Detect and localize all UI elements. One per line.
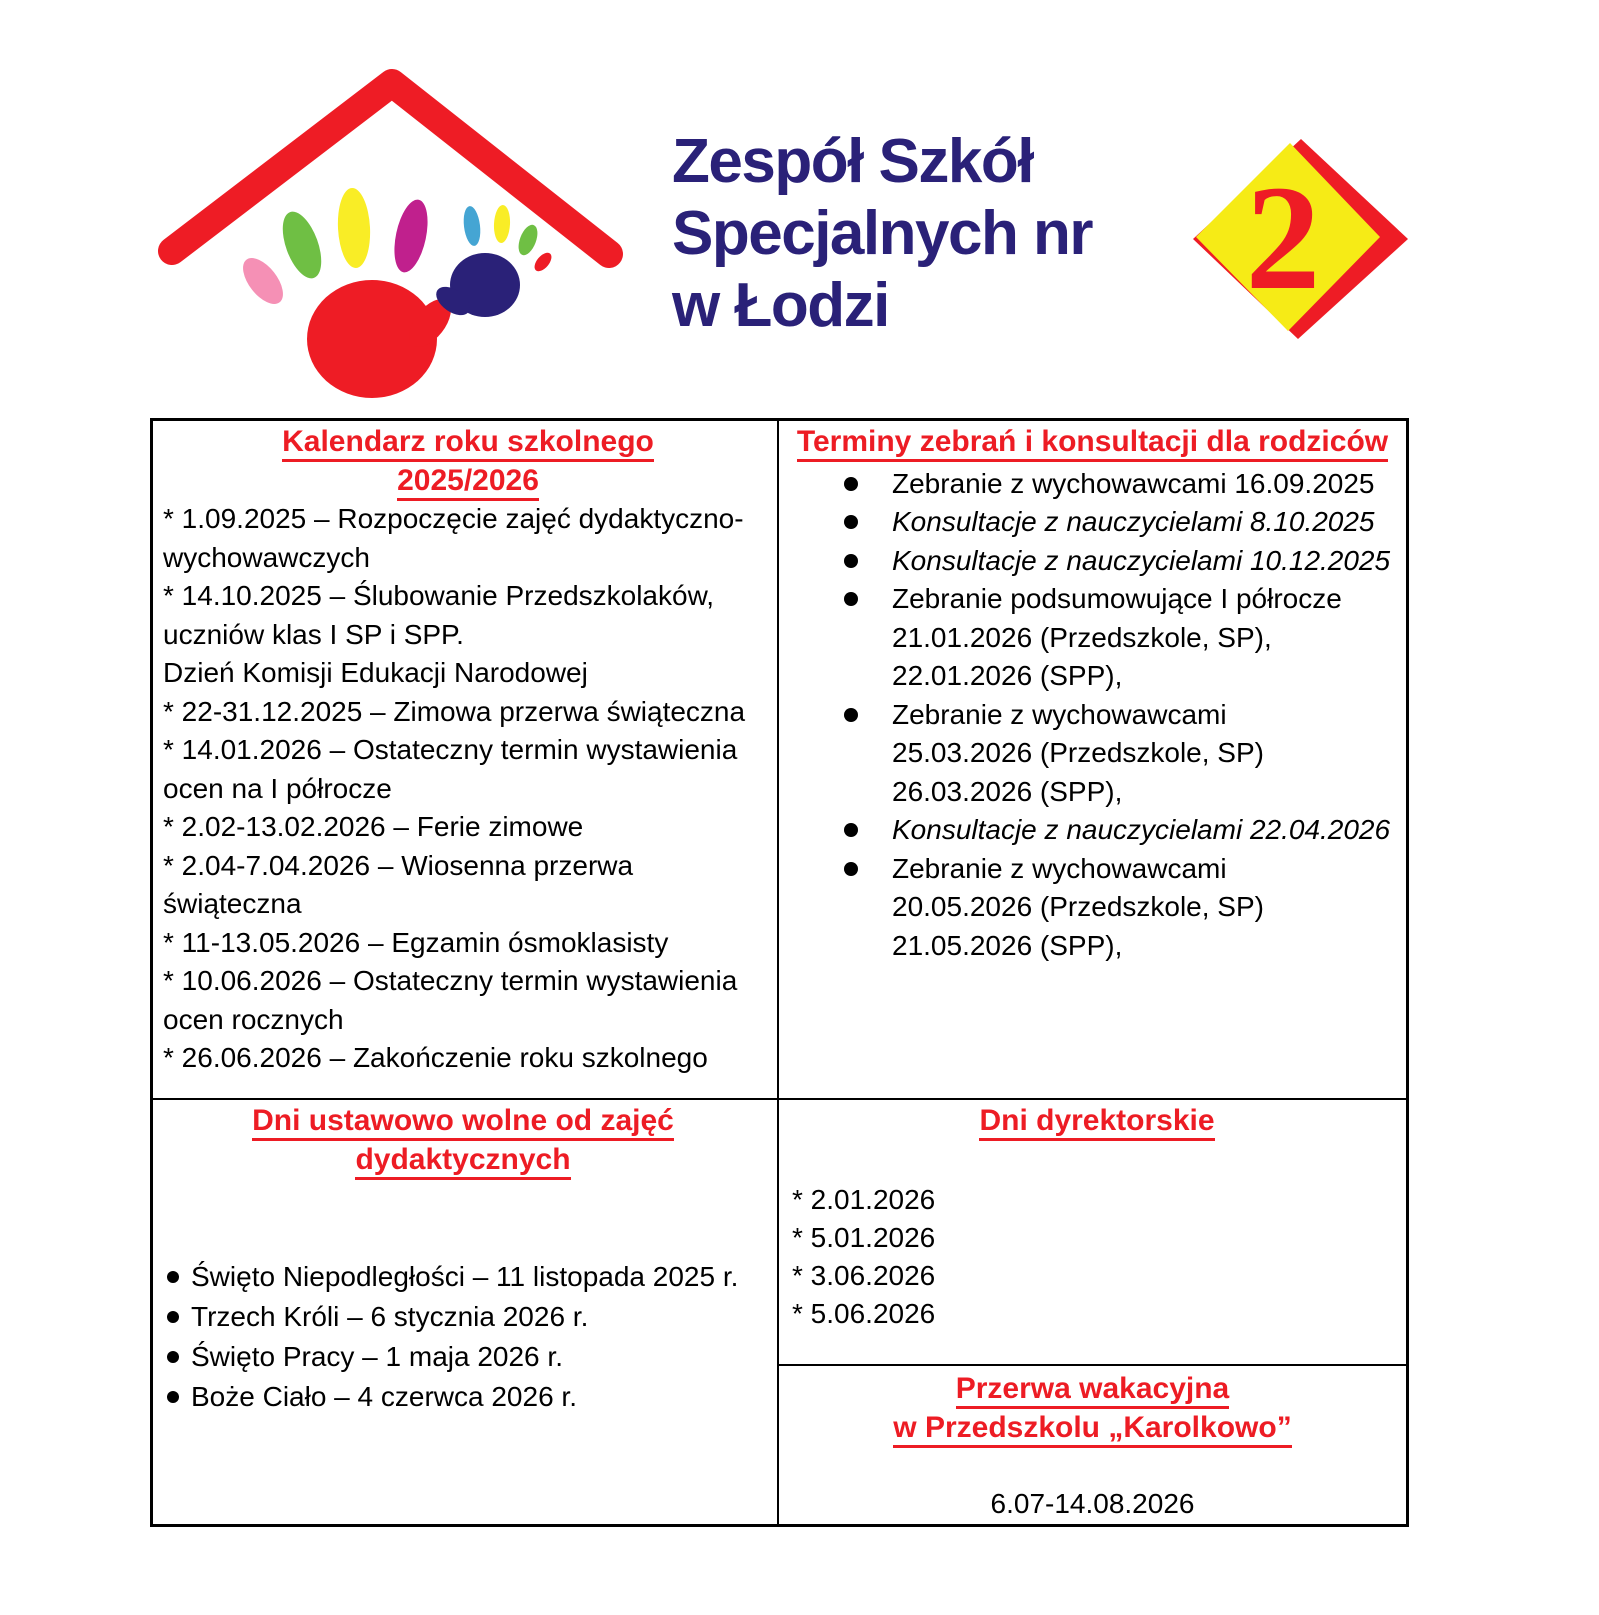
finger-green <box>275 207 329 284</box>
calendar-line: * 2.02-13.02.2026 – Ferie zimowe <box>163 811 584 842</box>
free-days-title: Dni ustawowo wolne od zajęć <box>153 1102 773 1141</box>
meetings-title: Terminy zebrań i konsultacji dla rodziców <box>779 423 1406 462</box>
director-days-list <box>792 1181 1402 1333</box>
small-finger-red <box>531 250 554 275</box>
calendar-line: * 10.06.2026 – Ostateczny termin wystawienia <box>163 965 738 996</box>
meetings-list <box>779 465 1406 966</box>
list-item: Zebranie z wychowawcami 25.03.2026 (Przedszkole, SP) 26.03.2026 (SPP), <box>779 696 1406 812</box>
calendar-line: wychowawczych <box>163 541 370 573</box>
right-bottom-cells <box>779 1100 1406 1524</box>
calendar-title: Kalendarz roku szkolnego <box>163 423 773 462</box>
meetings-cell <box>779 421 1406 1100</box>
free-days-cell <box>153 1100 779 1524</box>
finger-magenta <box>389 197 434 276</box>
calendar-line: * 26.06.2026 – Zakończenie roku szkolnego <box>163 1042 708 1073</box>
small-finger-yellow <box>493 205 511 244</box>
list-item: Boże Ciało – 4 czerwca 2026 r. <box>153 1377 773 1417</box>
calendar-line: * 14.10.2025 – Ślubowanie Przedszkolaków, <box>163 580 715 611</box>
school-number-badge <box>1183 126 1421 354</box>
holiday-break-title: Przerwa wakacyjna <box>783 1370 1402 1409</box>
free-days-list <box>153 1257 773 1417</box>
director-days-cell <box>779 1100 1406 1366</box>
calendar-line: uczniów klas I SP i SPP. <box>163 618 464 650</box>
roof-icon <box>172 83 609 254</box>
calendar-line: * 14.01.2026 – Ostateczny termin wystawienia <box>163 734 738 765</box>
director-days-title: Dni dyrektorskie <box>792 1102 1402 1141</box>
calendar-line: ocen rocznych <box>163 1003 344 1035</box>
list-item: Zebranie z wychowawcami 16.09.2025 <box>779 465 1406 504</box>
director-day-line: * 5.01.2026 <box>792 1221 936 1253</box>
calendar-line: świąteczna <box>163 888 302 919</box>
list-item: Konsultacje z nauczycielami 22.04.2026 <box>779 811 1406 850</box>
free-days-title-line2: dydaktycznych <box>153 1141 773 1180</box>
finger-pink <box>235 251 290 311</box>
calendar-line: * 2.04-7.04.2026 – Wiosenna przerwa <box>163 849 634 881</box>
calendar-line: * 1.09.2025 – Rozpoczęcie zajęć dydaktyczno- <box>163 503 744 534</box>
school-name-line: Zespół Szkół <box>672 127 1033 196</box>
small-finger-blue <box>462 205 483 247</box>
director-day-line: * 2.01.2026 <box>792 1183 936 1215</box>
list-item: Zebranie podsumowujące I półrocze 21.01.2026 (Przedszkole, SP), 22.01.2026 (SPP), <box>779 580 1406 696</box>
finger-yellow <box>336 187 372 269</box>
schedule-table <box>150 418 1409 1527</box>
director-day-line: * 3.06.2026 <box>792 1259 936 1291</box>
calendar-line: * 22-31.12.2025 – Zimowa przerwa świąteczna <box>163 695 746 727</box>
list-item: Święto Niepodległości – 11 listopada 2025 r. <box>153 1257 773 1297</box>
list-item: Konsultacje z nauczycielami 10.12.2025 <box>779 542 1406 581</box>
calendar-line: ocen na I półrocze <box>163 772 392 804</box>
school-logo-hands-icon <box>140 58 640 403</box>
calendar-line: Dzień Komisji Edukacji Narodowej <box>163 657 588 688</box>
school-name-line: Specjalnych nr <box>672 199 1093 268</box>
calendar-line: * 11-13.05.2026 – Egzamin ósmoklasisty <box>163 926 669 958</box>
holiday-break-date: 6.07-14.08.2026 <box>990 1488 1195 1519</box>
holiday-break-cell <box>779 1366 1406 1524</box>
list-item: Święto Pracy – 1 maja 2026 r. <box>153 1337 773 1377</box>
list-item: Konsultacje z nauczycielami 8.10.2025 <box>779 503 1406 542</box>
school-name-line: w Łodzi <box>672 271 889 340</box>
holiday-break-title-line2: w Przedszkolu „Karolkowo” <box>783 1409 1402 1448</box>
calendar-title-year: 2025/2026 <box>163 462 773 501</box>
badge-number: 2 <box>1245 155 1321 321</box>
calendar-cell <box>153 421 779 1100</box>
small-finger-green <box>515 222 541 258</box>
school-name <box>672 126 1092 342</box>
list-item: Zebranie z wychowawcami 20.05.2026 (Przedszkole, SP) 21.05.2026 (SPP), <box>779 850 1406 966</box>
director-day-line: * 5.06.2026 <box>792 1297 936 1329</box>
list-item: Trzech Króli – 6 stycznia 2026 r. <box>153 1297 773 1337</box>
